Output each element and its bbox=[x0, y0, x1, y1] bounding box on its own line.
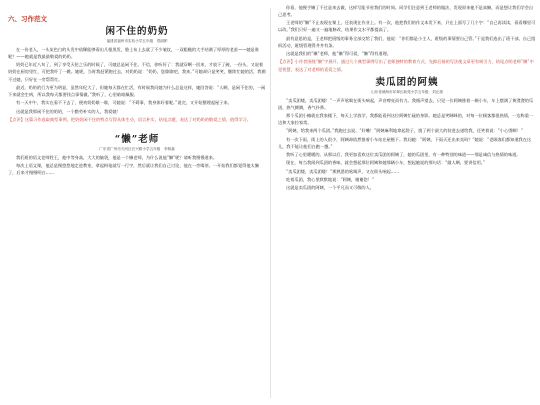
paragraph: 我听了心里暖暖的。从那以后，我更加喜欢这位卖瓜团的阿姨了，她的瓜团里，有一种特别的味道——那是诚信与热情的味道。 bbox=[286, 152, 521, 157]
paragraph: 这就是我们的“懒”老师，他“懒”得可爱，“懒”得有道理。 bbox=[286, 51, 391, 57]
paragraph: 每次上语文课，他总是慢悠悠地走进教室，拿起粉笔就写一行字，然后就让我们自己讨论，他在一旁喝茶。一开始我们都觉得他太懒了，后来才慢慢明白…… bbox=[8, 163, 259, 176]
paragraph: “卖瓜团喽，卖瓜团喽！”那熟悉的吆喝声，又在街头响起…… bbox=[286, 168, 400, 174]
paragraph: 最有意思的是，王老师把班级的事务全部交给了我们，他说：“你们都是小主人，班级的事情要自己管。”于是我们选出了班干部，自己组织活动，班级管理得井井有条。 bbox=[278, 35, 536, 48]
paragraph: 我们班的语文老师姓王，他中等身高，大大的脑袋，他是一个懒老师，为什么说他“懒”呢？请听我慢慢道来。 bbox=[16, 154, 218, 160]
paragraph: “阿姨，给我来两个瓜团。”我跑过去说。“好嘞！”阿姨麻利地拿起袋子，挑了两个最大的装进去递给我，还笑着说：“小心烫啊！” bbox=[286, 128, 523, 134]
left-column bbox=[8, 14, 266, 400]
article-title-vendor: 卖瓜团的阿姨 bbox=[375, 76, 439, 88]
column-divider bbox=[270, 8, 271, 398]
article-byline-teacher: 广东省广州市天河区长兴路小学五年级 李林嘉 bbox=[99, 146, 175, 151]
article-title-grandma: 闲不住的奶奶 bbox=[105, 26, 169, 37]
article-byline-grandma: 福建省福州市实验小学五年级 郑丽彬 bbox=[106, 39, 168, 43]
section-tag: 六、习作范文 bbox=[8, 15, 47, 23]
paragraph: 有一次下雨，街上的人很少，阿姨却依然推着小车站在屋檐下。我问她：“阿姨，下雨天还出来卖吗？”她说：“老顾客们都知道我在这儿，我不能让他们白跑一趟。” bbox=[278, 136, 532, 149]
paragraph: 王老师的“懒”不止表现在课上，还表现在作业上。有一次，他把我们的作文本发下来，只在上面写了几个字：“自己再读读，看看哪里可以改。”我们只好一遍又一遍地修改，结果作文水平都提高了。 bbox=[278, 20, 536, 33]
paragraph: “卖瓜团喽，卖瓜团喽！”一声声吆喝在街头响起，声音嘹亮而有力。我循声望去，只见一位阿姨推着一辆小车，车上摆满了黄澄澄的瓜团，热气腾腾，香气扑鼻。 bbox=[278, 97, 534, 110]
paragraph: 现在，每当我闻到瓜团的香味，就会想起那位阿姨和她那辆小车，想起她说的那句话：“做人啊，要讲信用。” bbox=[286, 160, 486, 166]
commentary-teacher: 【点评】小作者围绕“懒”字展开，通过几个典型事例写出了老师独特的教育方式。先抑后扬的写法使文章更有吸引力，结尾点明老师“懒”中见智慧，表达了对老师的喜爱之情。 bbox=[278, 59, 534, 72]
paragraph: 这就是我那闲不住的奶奶，一个勤劳朴实的人，我爱她！ bbox=[16, 108, 121, 114]
paragraph: 最近，奶奶的行为更为明显，虽然年纪大了，但她每天都在忙活，有时候我问她为什么总是这样，她回答说：“人啊，是闲不住的，一闲下来就会生病，所以我每天都要找点事情做。”我听了，心里暗暗佩服。 bbox=[8, 84, 266, 97]
paragraph: 你看，他慢手懒了不过是来去做，这样写能节省我们的时间。同学们注意到王老师的做法，发现原来他不是真懒，而是想让我们学会自己思考。 bbox=[278, 5, 534, 18]
paragraph: 有一天中午，我实在看不下去了，便劝奶奶歇一歇，可她说：“不碍事，我身体好着呢。”说完，又开始整理起屋子来。 bbox=[16, 100, 232, 106]
spacer bbox=[8, 124, 266, 130]
paragraph: 奶奶已年近八旬了，到了享受天伦之乐的时候了，可她总是闲不住。不信，你听好了：我就穿啊一回来，才放下了碗，一份头，又说着奶奶在厨房里忙，可把我吓了一跳。她呢，当时我赶紧跑过去，对奶奶说：“奶奶，您歇歇吧，我来。”可她却只是笑笑，继续忙她的活，我拗不过她，只好在一旁帮帮忙。 bbox=[8, 62, 266, 82]
paragraph: 那个瓜团小摊就在我家楼下，每天上学放学，我都能看到这位阿姨忙碌的身影。她总是笑眯眯的，对每一位顾客都很热情，一边称重一边和大家拉家常。 bbox=[278, 112, 534, 126]
article-title-teacher: “懒”老师 bbox=[114, 133, 160, 145]
article-byline-vendor: 山东省威海市环翠区新苑小学五年级 刘正源 bbox=[371, 89, 443, 94]
paragraph: 吃着瓜团，我心里默默地说：“阿姨，谢谢您！” bbox=[286, 176, 375, 182]
commentary-grandma: 【点评】这篇习作选取典型事例，把奶奶闲不住的特点写得具体生动，语言朴实，结尾点题，表达了对奶奶的敬爱之情，值得学习。 bbox=[8, 116, 251, 122]
paragraph: 在一份老人，一头灰色白的头发中依稀能够看出几根黑发，脸上布上去就了不少皱纹，一双粗糙的大手结满了厚厚的老茧——她是谁呢？——她就是我最最敬爱的奶奶。 bbox=[8, 47, 259, 60]
right-column bbox=[278, 4, 536, 400]
paragraph: 这就是卖瓜团的阿姨，一个平凡而又可敬的人。 bbox=[286, 185, 374, 191]
